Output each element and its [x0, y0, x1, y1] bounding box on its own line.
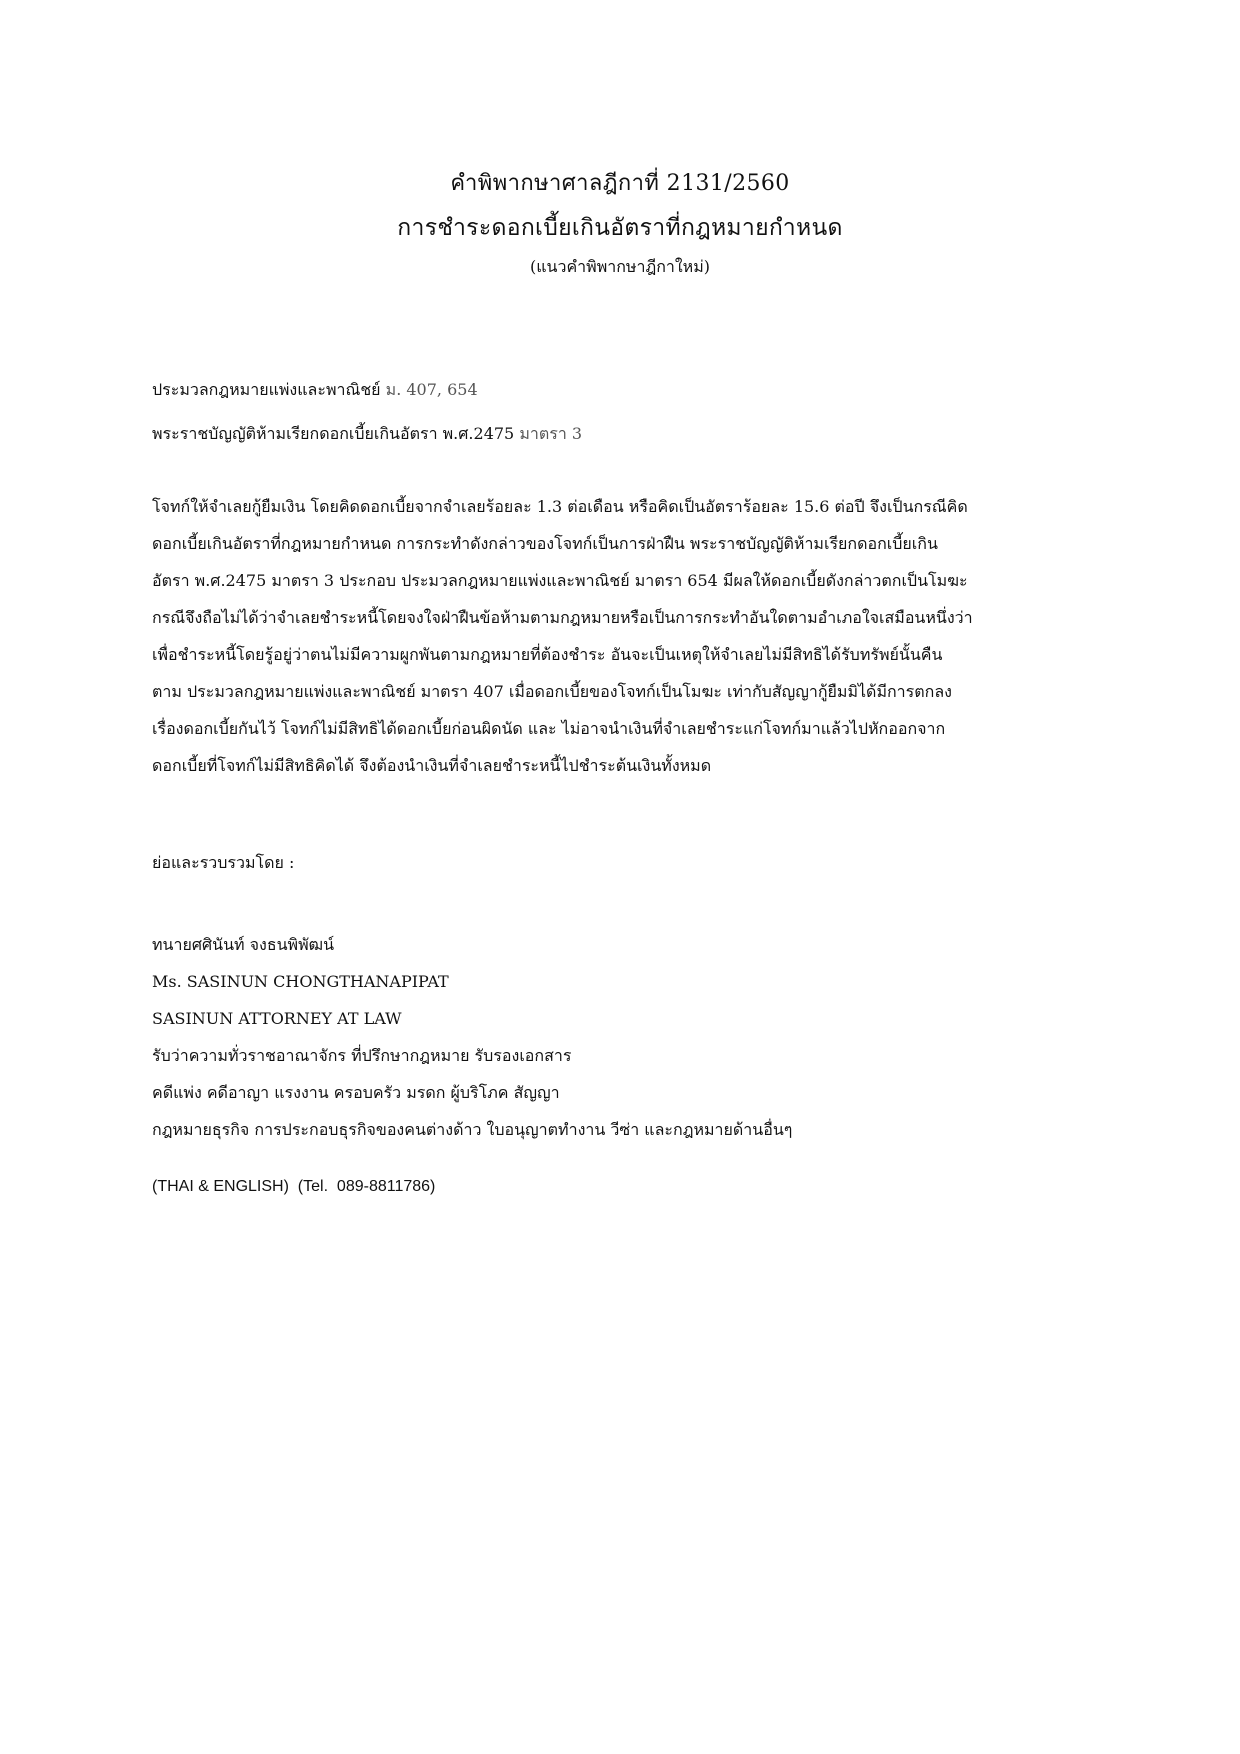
document-header [0, 164, 1240, 282]
services-line: กฎหมายธุรกิจ การประกอบธุรกิจของคนต่างด้าว ใบอนุญาตทำงาน วีซ่า และกฎหมายด้านอื่นๆ [152, 1120, 793, 1139]
summary-line: เรื่องดอกเบี้ยกันไว้ โจทก์ไม่มีสิทธิได้ดอกเบี้ยก่อนผิดนัด และ ไม่อาจนำเงินที่จำเลยชำระแก่โจทก์มาแล้วไปหักออกจาก [152, 719, 946, 738]
statute-references [152, 368, 1112, 456]
judgment-subject-title: การชำระดอกเบี้ยเกินอัตราที่กฎหมายกำหนด [397, 215, 843, 241]
author-name-thai: ทนายศศินันท์ จงธนพิพัฒน์ [152, 935, 335, 954]
judgment-summary [152, 488, 1092, 784]
summary-line: เพื่อชำระหนี้โดยรู้อยู่ว่าตนไม่มีความผูกพันตามกฎหมายที่ต้องชำระ อันจะเป็นเหตุให้จำเลยไม่มีสิทธิได้รับทรัพย์นั้นคืน [152, 645, 943, 664]
statute-reference [152, 412, 1112, 456]
statute-name: ประมวลกฎหมายแพ่งและพาณิชย์ [152, 380, 381, 399]
summary-line: อัตรา พ.ศ.2475 มาตรา 3 ประกอบ ประมวลกฎหมายแพ่งและพาณิชย์ มาตรา 654 มีผลให้ดอกเบี้ยดังกล่าวตกเป็นโมฆะ [152, 571, 968, 590]
judgment-number-title: คำพิพากษาศาลฎีกาที่ 2131/2560 [450, 171, 790, 196]
services-line: รับว่าความทั่วราชอาณาจักร ที่ปรึกษากฎหมาย รับรองเอกสาร [152, 1046, 572, 1065]
statute-name: พระราชบัญญัติห้ามเรียกดอกเบี้ยเกินอัตรา พ.ศ.2475 [152, 424, 515, 443]
law-firm-name: SASINUN ATTORNEY AT LAW [152, 1009, 402, 1028]
summary-line: ดอกเบี้ยที่โจทก์ไม่มีสิทธิคิดได้ จึงต้องนำเงินที่จำเลยชำระหนี้ไปชำระต้นเงินทั้งหมด [152, 756, 712, 775]
author-name-english: Ms. SASINUN CHONGTHANAPIPAT [152, 972, 449, 991]
statute-section: ม. 407, 654 [385, 380, 478, 399]
author-signature-block [152, 926, 1132, 1148]
summary-line: ดอกเบี้ยเกินอัตราที่กฎหมายกำหนด การกระทำดังกล่าวของโจทก์เป็นการฝ่าฝืน พระราชบัญญัติห้ามเรียกดอกเบี้ยเกิน [152, 534, 938, 553]
compiled-by-label: ย่อและรวบรวมโดย : [152, 853, 295, 872]
summary-line: ตาม ประมวลกฎหมายแพ่งและพาณิชย์ มาตรา 407 เมื่อดอกเบี้ยของโจทก์เป็นโมฆะ เท่ากับสัญญากู้ยืมมิได้มีการตกลง [152, 682, 952, 701]
summary-line: โจทก์ให้จำเลยกู้ยืมเงิน โดยคิดดอกเบี้ยจากจำเลยร้อยละ 1.3 ต่อเดือน หรือคิดเป็นอัตราร้อยละ 15.6 ต่อปี จึงเป็นกรณีคิด [152, 497, 968, 516]
contact-info: (THAI & ENGLISH) (Tel. 089-8811786) [152, 1178, 436, 1195]
statute-reference [152, 368, 1112, 412]
summary-line: กรณีจึงถือไม่ได้ว่าจำเลยชำระหนี้โดยจงใจฝ่าฝืนข้อห้ามตามกฎหมายหรือเป็นการกระทำอันใดตามอำเภอใจเสมือนหนึ่งว่า [152, 608, 973, 627]
services-line: คดีแพ่ง คดีอาญา แรงงาน ครอบครัว มรดก ผู้บริโภค สัญญา [152, 1083, 560, 1102]
statute-section: มาตรา 3 [519, 424, 583, 443]
judgment-note: (แนวคำพิพากษาฎีกาใหม่) [529, 257, 711, 276]
